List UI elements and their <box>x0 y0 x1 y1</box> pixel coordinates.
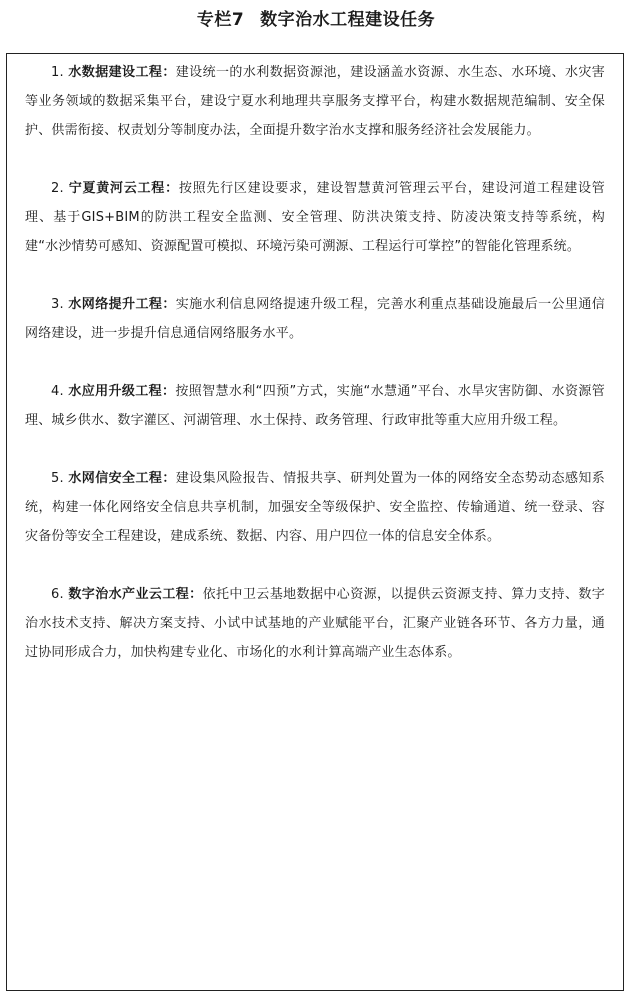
task-number: 5. <box>51 471 64 486</box>
task-item-1 <box>25 58 605 145</box>
task-text: 依托中卫云基地数据中心资源，以提供云资源支持、算力支持、数字治水技术支持、解决方案支持、小试中试基地的产业赋能平台，汇聚产业链各环节、各方力量，通过协同形成合力，加快构建专业化、市场化的水利计算高端产业生态体系。 <box>25 587 605 660</box>
task-text: 实施水利信息网络提速升级工程，完善水利重点基础设施最后一公里通信网络建设，进一步提升信息通信网络服务水平。 <box>25 297 605 341</box>
task-name: 水网信安全工程： <box>68 471 176 486</box>
task-number: 2. <box>51 181 64 196</box>
task-item-4 <box>25 377 605 435</box>
task-name: 水应用升级工程： <box>68 384 176 399</box>
task-text: 按照智慧水利“四预”方式，实施“水慧通”平台、水旱灾害防御、水资源管理、城乡供水、数字灌区、河湖管理、水土保持、政务管理、行政审批等重大应用升级工程。 <box>25 384 605 428</box>
task-number: 1. <box>51 65 64 80</box>
task-item-3 <box>25 290 605 348</box>
column-label: 专栏7 <box>196 10 245 30</box>
task-name: 水网络提升工程： <box>68 297 176 312</box>
task-name: 水数据建设工程： <box>68 65 176 80</box>
task-box <box>6 53 624 991</box>
column-title: 数字治水工程建设任务 <box>260 10 436 30</box>
task-number: 6. <box>51 587 64 602</box>
task-name: 数字治水产业云工程： <box>68 587 203 602</box>
task-number: 3. <box>51 297 64 312</box>
task-number: 4. <box>51 384 64 399</box>
task-text: 建设集风险报告、情报共享、研判处置为一体的网络安全态势动态感知系统，构建一体化网络安全信息共享机制，加强安全等级保护、安全监控、传输通道、统一登录、容灾备份等安全工程建设，建成系统、数据、内容、用户四位一体的信息安全体系。 <box>25 471 605 544</box>
task-name: 宁夏黄河云工程： <box>68 181 179 196</box>
page-title <box>0 8 632 32</box>
task-item-6 <box>25 580 605 667</box>
task-item-2 <box>25 174 605 261</box>
task-text: 建设统一的水利数据资源池，建设涵盖水资源、水生态、水环境、水灾害等业务领域的数据采集平台，建设宁夏水利地理共享服务支撑平台，构建水数据规范编制、安全保护、供需衔接、权责划分等制度办法，全面提升数字治水支撑和服务经济社会发展能力。 <box>25 65 605 138</box>
task-item-5 <box>25 464 605 551</box>
task-text: 按照先行区建设要求，建设智慧黄河管理云平台，建设河道工程建设管理、基于GIS+BIM的防洪工程安全监测、安全管理、防洪决策支持、防凌决策支持等系统，构建“水沙情势可感知、资源配置可模拟、环境污染可溯源、工程运行可掌控”的智能化管理系统。 <box>25 181 605 254</box>
